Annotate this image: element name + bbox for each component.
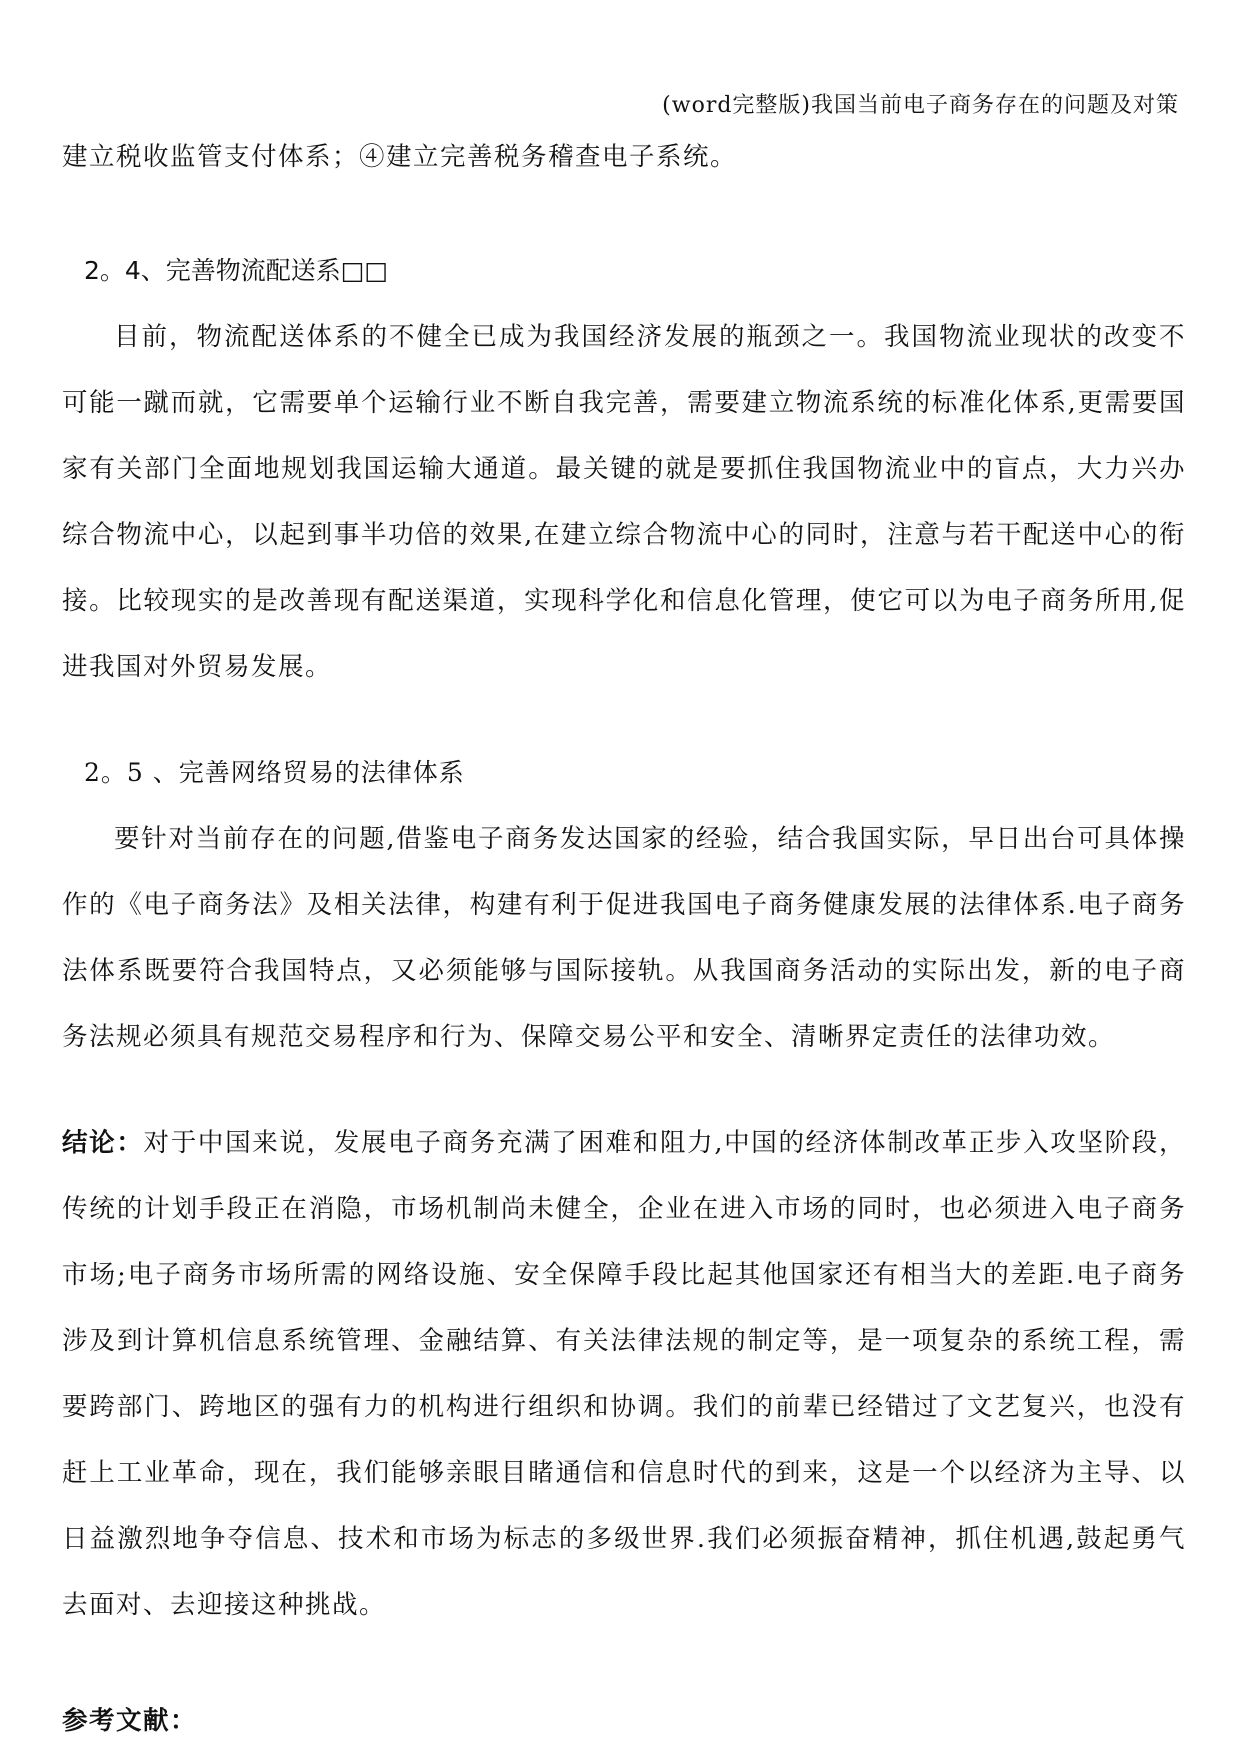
section-body-2-4: 目前，物流配送体系的不健全已成为我国经济发展的瓶颈之一。我国物流业现状的改变不可能一蹴而就，它需要单个运输行业不断自我完善，需要建立物流系统的标准化体系,更需要国家有关部门全面地规划我国运输大通道。最关键的就是要抓住我国物流业中的盲点，大力兴办综合物流中心，以起到事半功倍的效果,在建立综合物流中心的同时，注意与若干配送中心的衔接。比较现实的是改善现有配送渠道，实现科学化和信息化管理，使它可以为电子商务所用,促进我国对外贸易发展。	[62, 322, 1186, 682]
section-heading-2-5: 2。5 、完善网络贸易的法律体系	[84, 758, 465, 787]
conclusion-label: 结论：	[62, 1128, 144, 1158]
conclusion-paragraph	[62, 1110, 1186, 1638]
conclusion-body: 对于中国来说，发展电子商务充满了困难和阻力,中国的经济体制改革正步入攻坚阶段，传统的计划手段正在消隐，市场机制尚未健全，企业在进入市场的同时，也必须进入电子商务市场;电子商务市场所需的网络设施、安全保障手段比起其他国家还有相当大的差距.电子商务涉及到计算机信息系统管理、金融结算、有关法律法规的制定等，是一项复杂的系统工程，需要跨部门、跨地区的强有力的机构进行组织和协调。我们的前辈已经错过了文艺复兴，也没有赶上工业革命，现在，我们能够亲眼目睹通信和信息时代的到来，这是一个以经济为主导、以日益激烈地争夺信息、技术和市场为标志的多级世界.我们必须振奋精神，抓住机遇,鼓起勇气去面对、去迎接这种挑战。	[62, 1128, 1186, 1620]
page-header-title: (word完整版)我国当前电子商务存在的问题及对策	[662, 93, 1179, 118]
continued-paragraph: 建立税收监管支付体系；④建立完善税务稽查电子系统。	[62, 142, 738, 172]
section-body-2-5: 要针对当前存在的问题,借鉴电子商务发达国家的经验，结合我国实际，早日出台可具体操作的《电子商务法》及相关法律，构建有利于促进我国电子商务健康发展的法律体系.电子商务法体系既要符合我国特点，又必须能够与国际接轨。从我国商务活动的实际出发，新的电子商务法规必须具有规范交易程序和行为、保障交易公平和安全、清晰界定责任的法律功效。	[62, 824, 1186, 1052]
document-body	[62, 124, 1186, 1754]
references-heading: 参考文献：	[62, 1706, 198, 1736]
section-heading-2-4: 2。4、完善物流配送系□□	[84, 256, 389, 285]
